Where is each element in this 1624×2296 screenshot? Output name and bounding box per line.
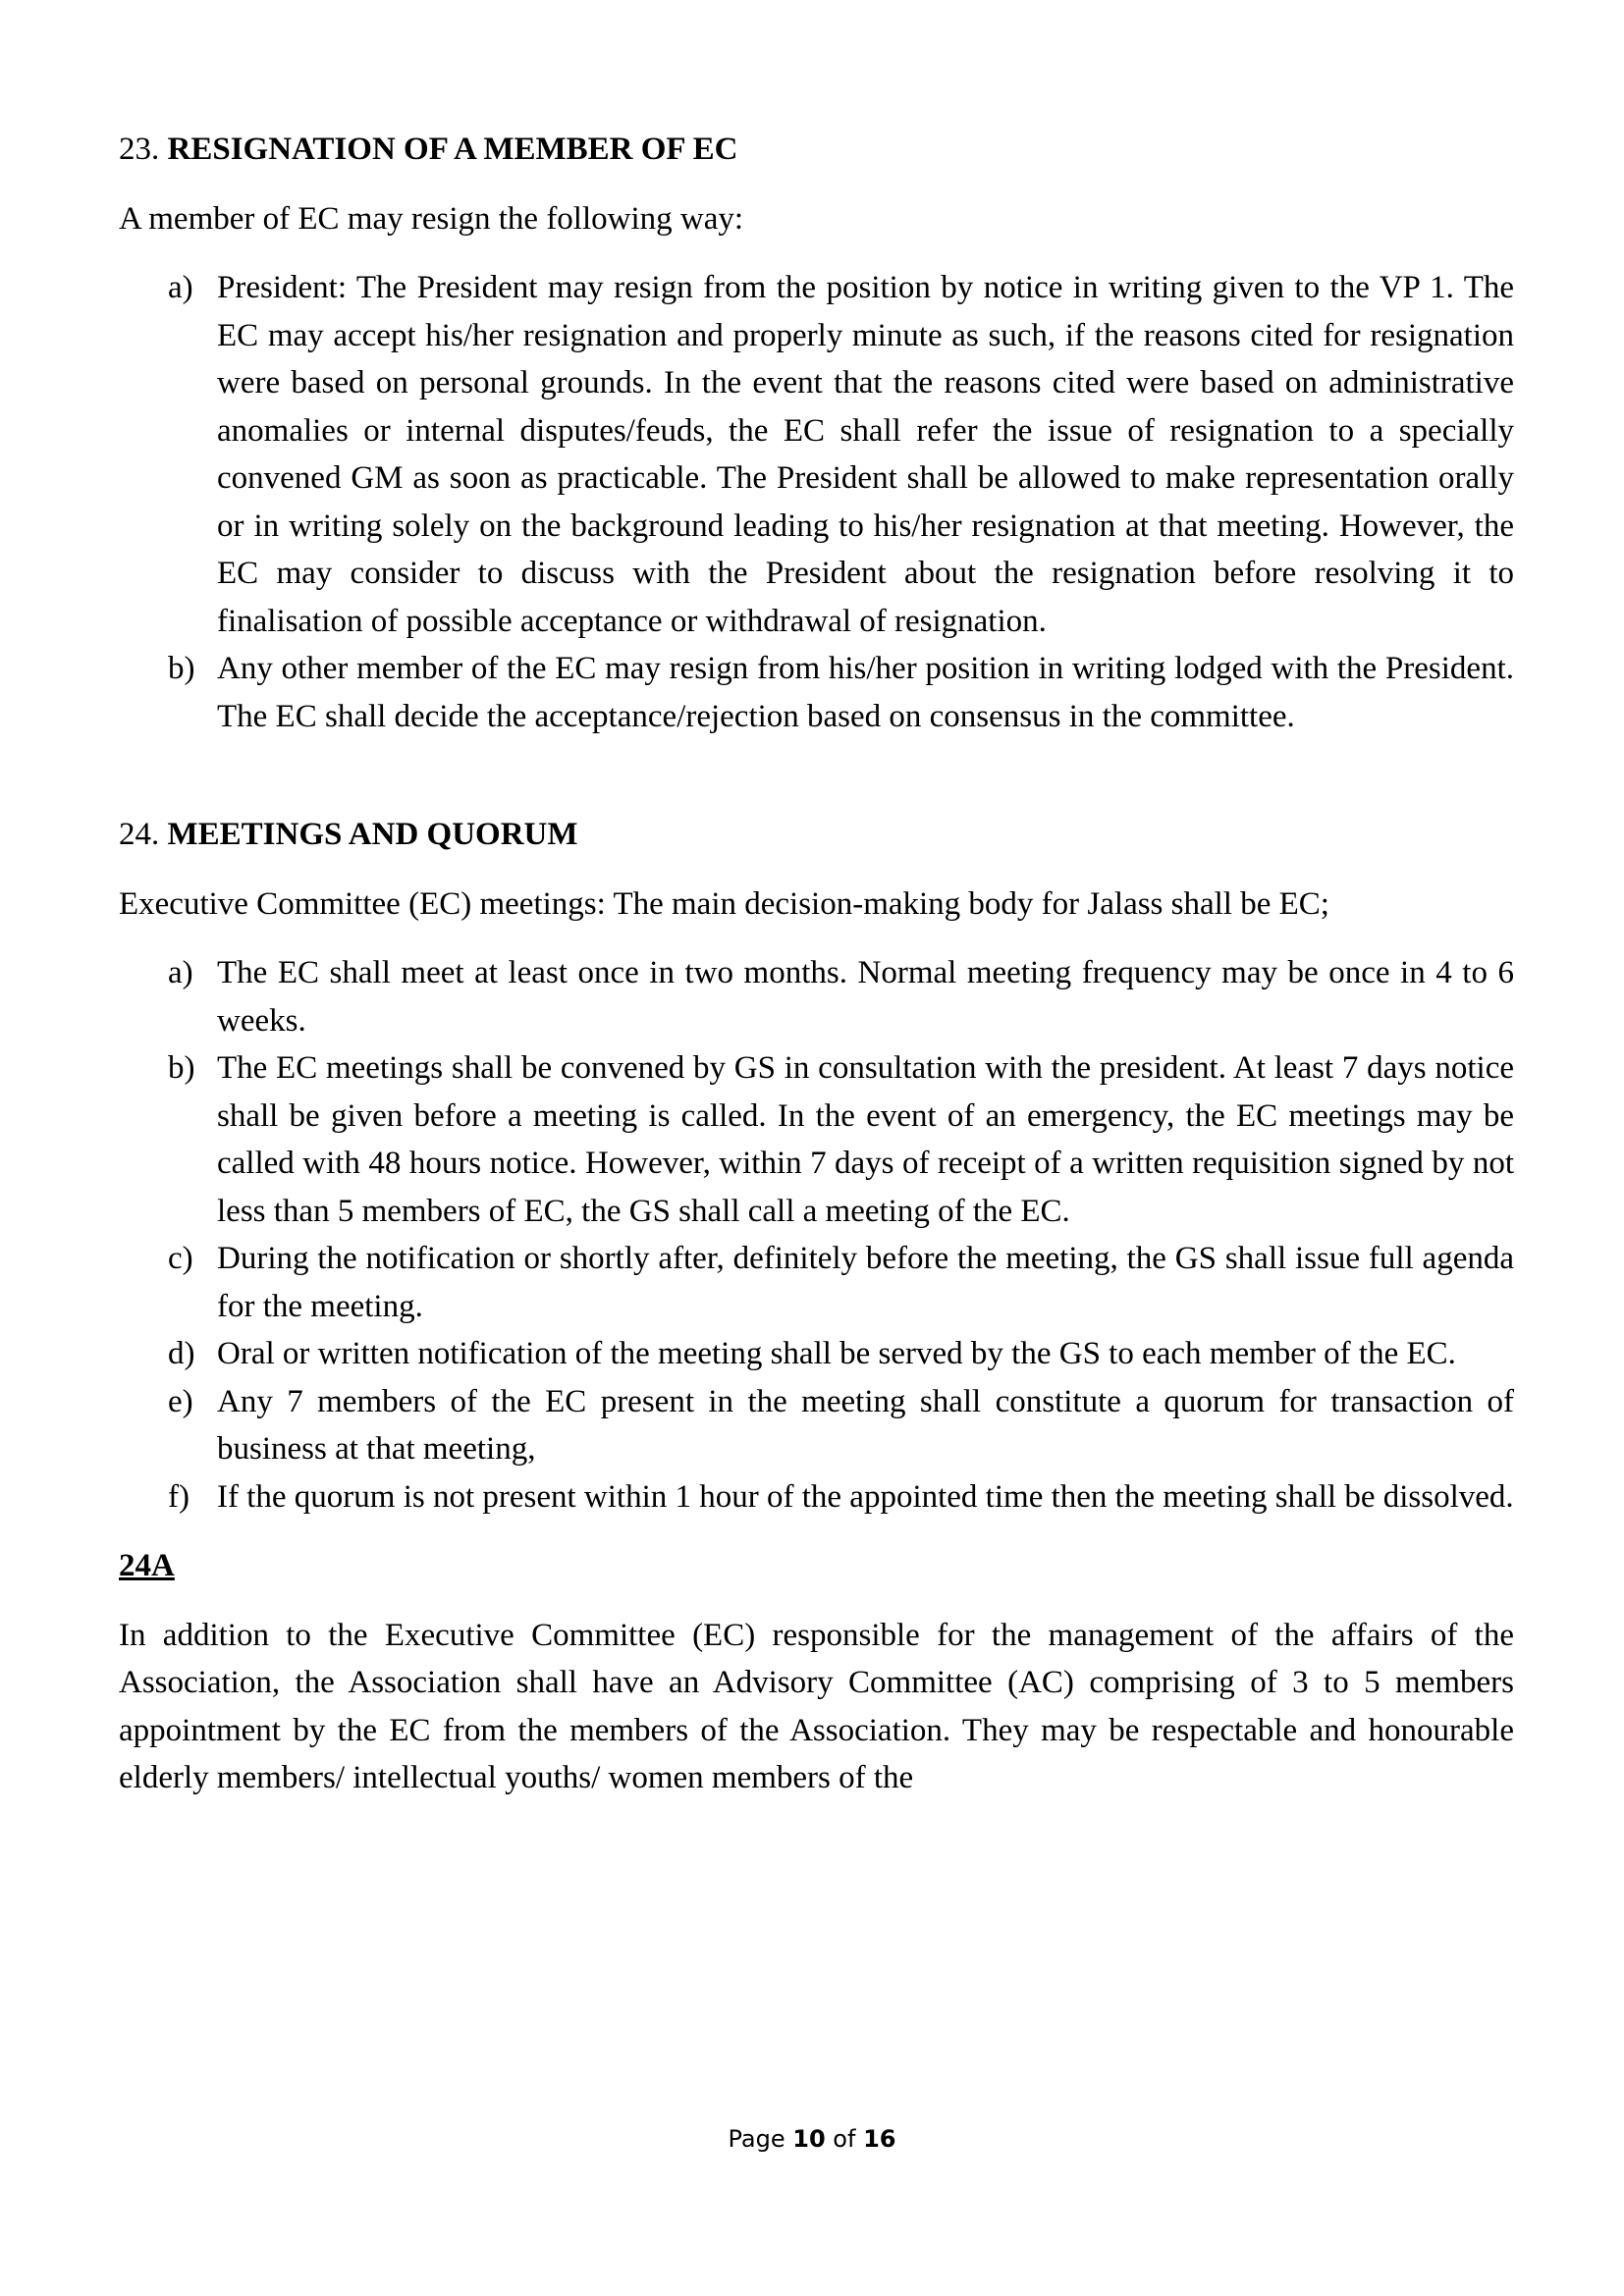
list-item-text: Any 7 members of the EC present in the meeting shall constitute a quorum for transaction of business at that meeting, bbox=[217, 1383, 1514, 1467]
list-marker: a) bbox=[168, 270, 193, 305]
section-24-number: 24. bbox=[119, 817, 160, 852]
list-item bbox=[119, 1235, 1514, 1330]
footer-total-pages: 16 bbox=[863, 2125, 896, 2153]
list-marker: a) bbox=[168, 955, 193, 990]
section-24-intro: Executive Committee (EC) meetings: The main decision-making body for Jalass shall be EC; bbox=[119, 885, 1329, 922]
list-item bbox=[119, 1044, 1514, 1235]
list-item bbox=[119, 264, 1514, 645]
list-item-text: During the notification or shortly after, definitely before the meeting, the GS shall issue full agenda for the meeting. bbox=[217, 1241, 1514, 1324]
spacer bbox=[119, 740, 1514, 811]
section-24a-heading: 24A bbox=[119, 1548, 175, 1583]
section-23-number: 23. bbox=[119, 132, 160, 167]
list-item-text: If the quorum is not present within 1 hour of the appointed time then the meeting shall be dissolved. bbox=[217, 1478, 1514, 1515]
list-item-text: Oral or written notification of the meeting shall be served by the GS to each member of the EC. bbox=[217, 1336, 1456, 1371]
document-page bbox=[119, 126, 1514, 1802]
list-item-text: The EC meetings shall be convened by GS in consultation with the president. At least 7 days notice shall be given before a meeting is called. In the event of an emergency, the EC meetings may be called with 48 hours notice. However, within 7 days of receipt of a written requisition signed by not less than 5 members of EC, the GS shall call a meeting of the EC. bbox=[217, 1050, 1514, 1229]
list-marker: b) bbox=[168, 651, 195, 686]
list-marker: e) bbox=[168, 1383, 193, 1419]
section-23-title: RESIGNATION OF A MEMBER OF EC bbox=[167, 132, 738, 167]
section-24-heading bbox=[119, 811, 1514, 859]
list-marker: d) bbox=[168, 1336, 195, 1371]
list-marker: c) bbox=[168, 1241, 193, 1276]
section-23-intro: A member of EC may resign the following way: bbox=[119, 200, 744, 237]
list-item bbox=[119, 949, 1514, 1044]
list-item bbox=[119, 1473, 1514, 1522]
footer-page-word: Page bbox=[728, 2125, 785, 2153]
list-item-text: Any other member of the EC may resign from his/her position in writing lodged with the President. The EC shall decide the acceptance/rejection based on consensus in the committee. bbox=[217, 651, 1514, 734]
list-item bbox=[119, 645, 1514, 740]
footer-of-word: of bbox=[833, 2125, 856, 2153]
footer-current-page: 10 bbox=[792, 2125, 826, 2153]
section-24-title: MEETINGS AND QUORUM bbox=[167, 817, 578, 852]
list-item-text: President: The President may resign from the position by notice in writing given to the VP 1. The EC may accept his/her resignation and properly minute as such, if the reasons cited for resignation were based on personal grounds. In the event that the reasons cited were based on administrative anomalies or internal disputes/feuds, the EC shall refer the issue of resignation to a specially convened GM as soon as practicable. The President shall be allowed to make representation orally or in writing solely on the background leading to his/her resignation at that meeting. However, the EC may consider to discuss with the President about the resignation before resolving it to finalisation of possible acceptance or withdrawal of resignation. bbox=[217, 270, 1514, 639]
list-item bbox=[119, 1330, 1514, 1378]
list-marker: f) bbox=[168, 1478, 189, 1515]
section-23-heading bbox=[119, 126, 1514, 174]
list-marker: b) bbox=[168, 1050, 195, 1086]
section-24-list bbox=[119, 949, 1514, 1521]
list-item bbox=[119, 1378, 1514, 1473]
list-item-text: The EC shall meet at least once in two months. Normal meeting frequency may be once in 4 to 6 weeks. bbox=[217, 955, 1514, 1039]
page-number-footer bbox=[0, 2125, 1624, 2153]
section-24a-paragraph: In addition to the Executive Committee (EC) responsible for the management of the affairs of the Association, the Association shall have an Advisory Committee (AC) comprising of 3 to 5 members appointment by the EC from the members of the Association. They may be respectable and honourable elderly members/ intellectual youths/ women members of the bbox=[119, 1617, 1514, 1795]
section-23-list bbox=[119, 264, 1514, 740]
